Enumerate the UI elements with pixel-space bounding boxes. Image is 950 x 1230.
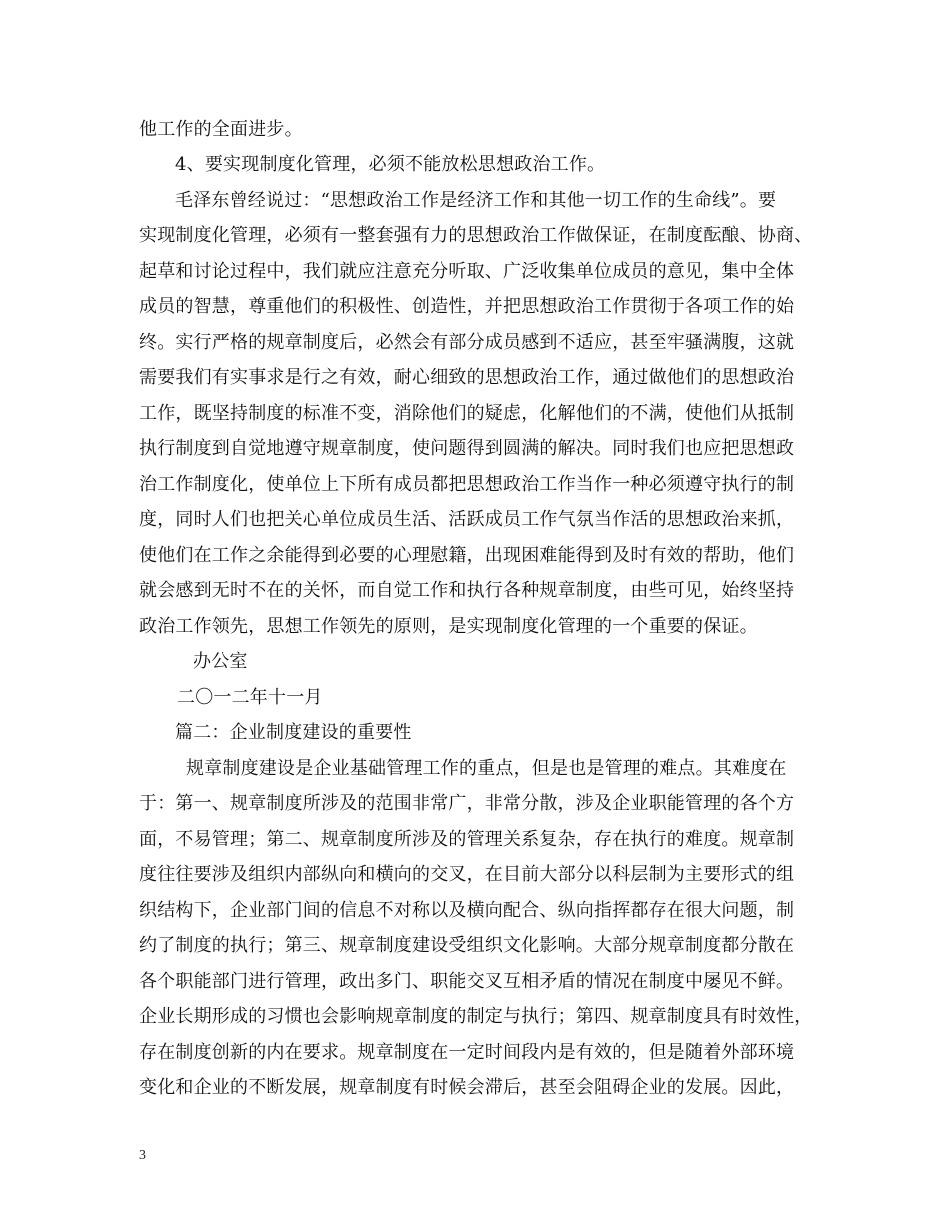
text-line: 度，同时人们也把关心单位成员生活、活跃成员工作气氛当作活的思想政治来抓， bbox=[139, 509, 795, 530]
text-line: 毛泽东曾经说过：“思想政治工作是经济工作和其他一切工作的生命线”。要 bbox=[175, 190, 777, 211]
text-line: 终。实行严格的规章制度后，必然会有部分成员感到不适应，甚至牢骚满腹，这就 bbox=[139, 332, 795, 353]
page-number: 3 bbox=[139, 1148, 146, 1163]
text-line: 成员的智慧，尊重他们的积极性、创造性，并把思想政治工作贯彻于各项工作的始 bbox=[139, 296, 795, 317]
text-line: 织结构下，企业部门间的信息不对称以及横向配合、纵向指挥都存在很大问题，制 bbox=[139, 900, 795, 921]
signature-dept: 办公室 bbox=[193, 651, 248, 672]
signature-date: 二〇一二年十一月 bbox=[177, 687, 323, 708]
text-line: 政治工作领先，思想工作领先的原则，是实现制度化管理的一个重要的保证。 bbox=[139, 616, 758, 637]
text-line: 企业长期形成的习惯也会影响规章制度的制定与执行；第四、规章制度具有时效性， bbox=[139, 1006, 813, 1027]
text-line: 约了制度的执行；第三、规章制度建设受组织文化影响。大部分规章制度都分散在 bbox=[139, 935, 795, 956]
text-line: 于：第一、规章制度所涉及的范围非常广，非常分散，涉及企业职能管理的各个方 bbox=[139, 793, 795, 814]
text-line: 4、要实现制度化管理，必须不能放松思想政治工作。 bbox=[175, 154, 606, 175]
text-line: 需要我们有实事求是行之有效，耐心细致的思想政治工作，通过做他们的思想政治 bbox=[139, 367, 795, 388]
text-line: 度往往要涉及组织内部纵向和横向的交叉，在目前大部分以科层制为主要形式的组 bbox=[139, 864, 795, 885]
text-line: 存在制度创新的内在要求。规章制度在一定时间段内是有效的，但是随着外部环境 bbox=[139, 1042, 795, 1063]
text-line: 就会感到无时不在的关怀，而自觉工作和执行各种规章制度，由些可见，始终坚持 bbox=[139, 580, 795, 601]
text-line: 面，不易管理；第二、规章制度所涉及的管理关系复杂，存在执行的难度。规章制 bbox=[139, 829, 795, 850]
text-line: 各个职能部门进行管理，政出多门、职能交叉互相矛盾的情况在制度中屡见不鲜。 bbox=[139, 971, 795, 992]
text-line: 他工作的全面进步。 bbox=[139, 119, 303, 140]
text-line: 规章制度建设是企业基础管理工作的重点，但是也是管理的难点。其难度在 bbox=[186, 758, 787, 779]
text-line: 执行制度到自觉地遵守规章制度，使问题得到圆满的解决。同时我们也应把思想政 bbox=[139, 438, 795, 459]
section-heading: 篇二：企业制度建设的重要性 bbox=[175, 722, 412, 743]
text-line: 实现制度化管理，必须有一整套强有力的思想政治工作做保证，在制度酝酿、协商、 bbox=[139, 225, 813, 246]
text-line: 使他们在工作之余能得到必要的心理慰籍，出现困难能得到及时有效的帮助，他们 bbox=[139, 545, 795, 566]
text-line: 治工作制度化，使单位上下所有成员都把思想政治工作当作一种必须遵守执行的制 bbox=[139, 474, 795, 495]
text-line: 起草和讨论过程中，我们就应注意充分听取、广泛收集单位成员的意见，集中全体 bbox=[139, 261, 795, 282]
text-line: 工作，既坚持制度的标准不变，消除他们的疑虑，化解他们的不满，使他们从抵制 bbox=[139, 403, 795, 424]
text-line: 变化和企业的不断发展，规章制度有时候会滞后，甚至会阻碍企业的发展。因此， bbox=[139, 1077, 795, 1098]
